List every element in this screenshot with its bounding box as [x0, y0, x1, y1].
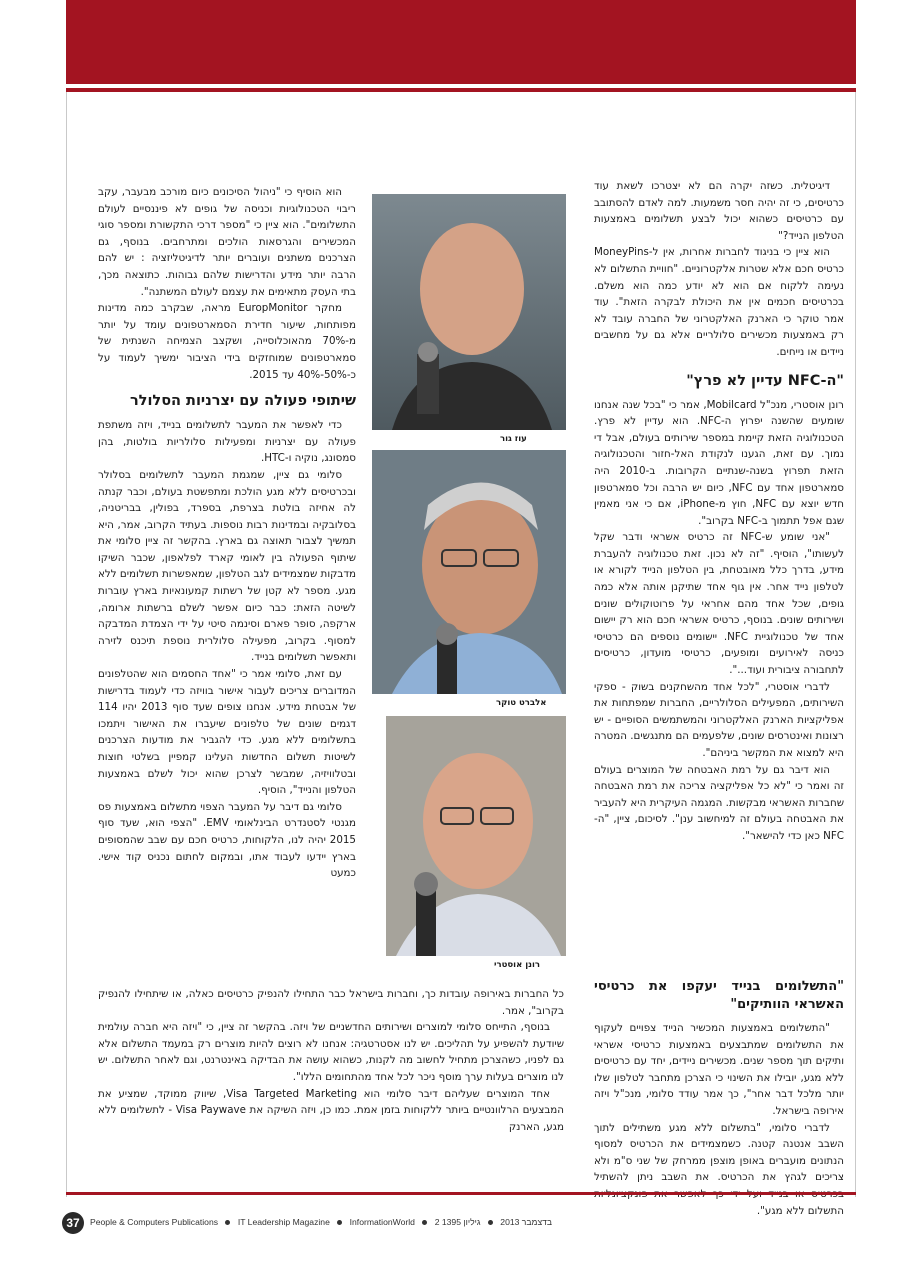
paragraph: עם זאת, סלומי אמר כי "אחד החסמים הוא שהטלפונים המדוברים צריכים לעבור אישור בוויזה כדי לעמוד בדרישות של אבטחת מידע. אנחנו צופים שעד סוף 2013 יהיו 114 דגמים שונים של טלפונים שיעברו את האישור ויתמכו בתשלומים ללא מגע. כדי להגביר את מודעות הצרכנים לשיטות תשלום החדשות העלינו קמפיין בשלטי חוצות ובטלוויזיה, שמבשר לצרכן שהוא יכול לשלם באמצעות הטלפון והנייד", הוסיף.	[98, 668, 356, 797]
header-band	[66, 0, 856, 84]
bullet-icon	[422, 1220, 427, 1225]
paragraph: לדברי אוסטרי, "לכל אחד מהשחקנים בשוק - ספקי השירותים, המפעילים הסלולריים, החברות שמפתחות את אפליקציות הארנק האלקטרוני והמשתמשים הסופיים - יש רצונות ואינטרסים שונים, שלפעמים הם מתנגשים. המטרה היא למצוא את המקשר ביניהם".	[594, 680, 844, 759]
paragraph: מחקר EuropMonitor מראה, שבקרב כמה מדינות מפותחות, שיעור חדירת הסמארטפונים עומד על יותר מ-70% מהאוכלוסייה, ושקצב הצמיחה השנתית של סמארטפונים שמוחזקים בידי הציבור ימשיך לעמוד על כ-50%-40% עד 2015.	[98, 302, 356, 381]
paragraph: רונן אוסטרי, מנכ"ל Mobilcard, אמר כי "בכל שנה אנחנו שומעים שהשנה יפרוץ ה-NFC. הוא עדיין לא פרץ. הטכנולוגיה הזאת קיימת במספר שירותים בעולם, אבל די נמוך. עם זאת, הגענו לנקודת האל-חזור והטכנולוגיה הזאת תפרוץ בשנה-שנתיים הקרובות. ב-2010 היה סמארטפון אחד עם NFC, כיום יש הרבה וכל סמארטפון חדש יוצא עם NFC, חוץ מ-iPhone, אם כי אני מאמין שגם אפל תתמוך ב-NFC בקרוב".	[594, 398, 844, 527]
paragraph: אחד המוצרים שעליהם דיבר סלומי הוא Visa Targeted Marketing, שיווק ממוקד, שמציע את המבצעים הרלוונטיים ביותר ללקוחות בזמן אמת. כמו כן, ויזה השיקה את Visa Paywave - לתשלומים ללא מגע, הארנק	[98, 1087, 564, 1133]
paragraph: סלומי גם ציין, שמגמת המעבר לתשלומים בסלולר ובכרטיסים ללא מגע הולכת ומתפשטת בעולם, וכבר קנתה לה אחיזה בולטת בצרפת, בספרד, בפולין, בבריטניה, בסלובקיה ובמדינות רבות נוספות. בעתיד הקרוב, אמר, היא תמשיך לצבור תאוצה גם בארץ. בהקשר זה ציין סלומי את שיתוף הפעולה בין לאומי קארד לפלאפון, שכבר השיקו מדבקות שמצמידים לגב הטלפון, שמאפשרות תשלומים ללא מגע. מספר לא קטן של רשתות קמעונאיות בארץ עוברות לשיטה הזאת: כבר כיום אפשר לשלם ברשתות ארומה, ארקפה, סופר פארם וסינמה סיטי על ידי הצמדת המדבקה למסוף. בקרוב, מפעילה סלולרית נוספת תיכנס לזירה ותאפשר תשלומים בנייד.	[98, 468, 356, 664]
paragraph: הוא ציין כי בניגוד לחברות אחרות, אין ל-MoneyPins כרטיס חכם אלא שטרות אלקטרוניים. "חוויית התשלום לא נעימה ללקוח אם הוא לא יודע כמה הוא משלם. בכרטיסים חכמים אין את היכולת לבקרה הזאת". עוד אמר טוקר כי הארנק האלקטרוני של החברה עובד לא רק באמצעות מכשירים סלולריים אלא גם על מחשבים ניידים או נייחים.	[594, 246, 844, 358]
right-margin-rule	[855, 92, 856, 1197]
footer	[62, 1212, 862, 1238]
visa-section	[594, 978, 844, 1219]
paragraph: כדי לאפשר את המעבר לתשלומים בנייד, ויזה משתפת פעולה עם יצרניות ומפעילות סלולריות בולטות, בהן סמסונג, נוקיה ו-HTC.	[98, 419, 356, 465]
issue-date: 2 בדצמבר 2013	[434, 1217, 553, 1227]
paragraph: לדברי סלומי, "בתשלום ללא מגע משתילים לתוך השבב אנטנה קטנה. כשמצמידים את הכרטיס למסוף הנתונים מועברים באופן מוצפן ממרחק של שני ס"מ ולא צריכים לגהץ את הכרטיס. את השבב ניתן להשתיל התשלום ללא מגע".	[594, 1121, 844, 1217]
left-bottom-continuation	[98, 986, 564, 1135]
footer-rule	[66, 1192, 856, 1195]
paragraph: דיגיטלית. כשזה יקרה הם לא יצטרכו לשאת עוד כרטיסים, כי זה יהיה חסר משמעות. למה לאדם להסתובב עם כרטיסים כשהוא יכול לבצע תשלומים באמצעות הטלפון הנייד?"	[594, 180, 844, 242]
left-margin-rule	[66, 92, 67, 1197]
portrait-photo-icon	[372, 194, 566, 430]
portrait-photo-icon	[386, 716, 566, 956]
footer-publications	[90, 1217, 552, 1227]
magazine-name: IT Leadership Magazine	[237, 1217, 330, 1227]
portrait-photo-icon	[372, 450, 566, 694]
paragraph: "התשלומים באמצעות המכשיר הנייד צפויים לעקוף את התשלומים שמתבצעים באמצעות כרטיסי אשראי ותיקים תוך מספר שנים. מכשירים ניידים, יחד עם כרטיסים ללא מגע, יובילו את השינוי כי הצרכן מתחבר לטלפון שלו יותר מלכל דבר אחר", כך אמר עודד סלומי, מנכ"ל ויזה אירופה בישראל.	[594, 1022, 844, 1117]
page-number: 37	[62, 1212, 84, 1234]
bullet-icon	[225, 1220, 230, 1225]
paragraph: "אני שומע ש-NFC זה כרטיס אשראי ודבר שקל לעשותו", הוסיף. "זה לא נכון. זאת טכנולוגיה להעברת מידע, בדרך כלל מאובטחת, בין הטלפון הנייד לקורא או לטלפון נייד אחר. אין גוף אחד שתיקנן אותה אלא כמה גופים, שכל אחד מהם אחראי על פרוטוקולים שונים ושירותים שונים. בנוסף, כרטיס אשראי חכם הוא רק יישום אחד של טכנולוגיית NFC. יישומים נוספים הם כרטיסי כניסה לאירועים ומופעים, כרטיסי מועדון, כרטיסים לתחבורה ציבורית ועוד...".	[594, 531, 844, 677]
right-column	[594, 178, 844, 845]
paragraph: הוא דיבר גם על רמת האבטחה של המוצרים בעולם זה ואמר כי "לא כל אפליקציה צריכה את רמת האבטחה שחברות האשראי מבקשות. המגמה העיקרית היא להעביר את האבטחה בעולם זה למיחשוב ענן". לסיכום, ציין, "ה-NFC כאן כדי להישאר".	[594, 763, 844, 842]
site-name: InformationWorld	[349, 1217, 415, 1227]
section-heading-visa: "התשלומים בנייד יעקפו את כרטיסי האשראי הוותיקים"	[594, 979, 844, 1012]
bullet-icon	[337, 1220, 342, 1225]
paragraph: הוא הוסיף כי "ניהול הסיכונים כיום מורכב מבעבר, עקב ריבוי הטכנולוגיות וכניסה של גופים לא פיננסיים לעולם התשלומים". הוא ציין כי "מספר דרכי התקשורת ומספר סוגי המכשירים והגרסאות הולכים ומתרחבים. בנוסף, גם הצרכנים משתנים ועוברים יותר לדיגיטליזציה : יש להם הרבה יותר מידע והדרישות שלהם גבוהות. כתוצאה מכך, בתי העסק מתאימים את עצמם לעולם המשתנה".	[98, 186, 356, 298]
header-rule	[66, 88, 856, 92]
publisher-name: People & Computers Publications	[90, 1217, 219, 1227]
paragraph: כל החברות באירופה עובדות כך, וחברות בישראל כבר התחילו להנפיק כרטיסים כאלה, או שיתחילו להנפיק בקרוב", אמר.	[98, 988, 564, 1017]
section-heading-nfc: "ה-NFC עדיין לא פרץ"	[686, 372, 844, 389]
paragraph: סלומי גם דיבר על המעבר הצפוי מתשלום באמצעות פס מגנטי לסטנדרט הבינלאומי EMV. "הצפי הוא, שעד סוף 2015 יהיה לנו, הלקוחות, כרטיס חכם עם שבב שהמסופים בארץ יידעו לעבוד אתו, ובמקום לחתום נכניס קוד אישי. כמעט	[98, 800, 357, 880]
photo-caption: עוז גור	[500, 434, 527, 444]
paragraph: בנוסף, התייחס סלומי למוצרים ושירותים החדשניים של ויזה. בהקשר זה ציין, כי "ויזה היא חברה עולמית שיודעת להשפיע על תהליכים. יש לנו אסטרטגיה: אנחנו לא רוצים להיות מוצרים רק במעמד התשלום אלא גם לפניו, כשהצרכן מתחיל לחשוב מה לקנות, כשהוא עושה את הבדיקה באינטרנט, וגם לאחר התשלום. יש לנו מוצרים בעלות ערך מוסף ניכר לכל אחד מהתחומים הללו".	[98, 1021, 564, 1083]
section-heading-cellular: שיתופי פעולה עם יצרניות הסלולר	[129, 393, 356, 410]
issue-number: גיליון 1395	[441, 1217, 481, 1227]
photo-caption: אלברט טוקר	[496, 698, 547, 708]
photo-caption: רונן אוסטרי	[494, 960, 541, 970]
left-column	[98, 184, 356, 882]
bullet-icon	[488, 1220, 493, 1225]
